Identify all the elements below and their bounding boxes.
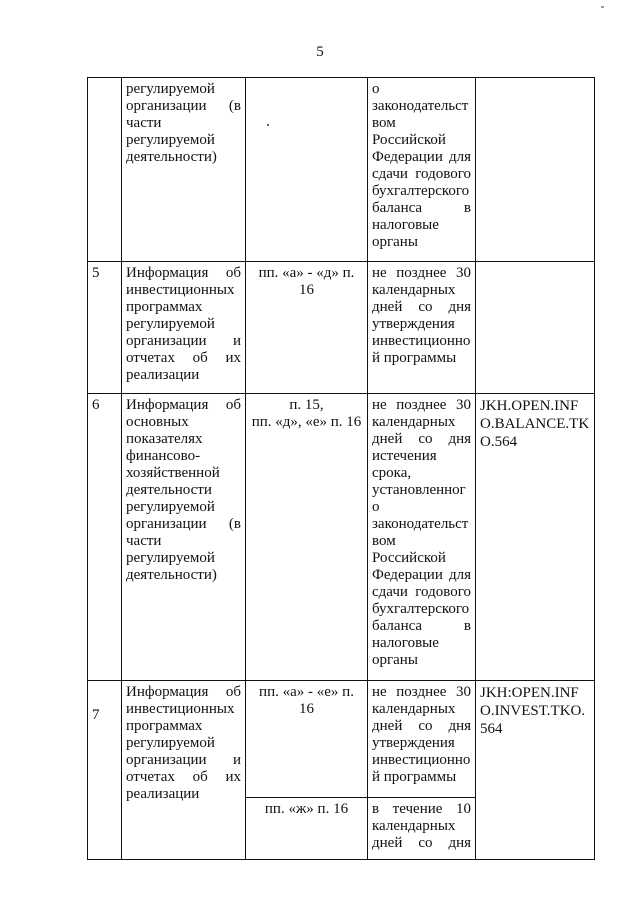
text-line: инвестиционно [372, 752, 471, 768]
text-line: органы [372, 652, 418, 668]
row-number-cell [88, 78, 122, 262]
text-line: календарных [372, 414, 456, 430]
text-line: пп. «д», «е» п. 16 [251, 414, 362, 430]
text-line: основных [126, 414, 189, 430]
text-line: й программы [372, 350, 457, 366]
text-line: бухгалтерского [372, 601, 470, 617]
text-line: Информация об [126, 265, 241, 281]
text-line: о [372, 499, 380, 515]
text-line: инвестиционных [126, 701, 235, 717]
text-line: истечения [372, 448, 437, 464]
text-line: в течение 10 [372, 801, 471, 817]
text-line: законодательст [372, 98, 469, 114]
text-line: о [372, 81, 380, 97]
text-line: части [126, 115, 162, 131]
code-cell: JKH:OPEN.INFO.INVEST.TKO.564 [476, 681, 595, 860]
text-line: Информация об [126, 684, 241, 700]
reference-cell [246, 394, 368, 681]
text-line: установленног [372, 482, 466, 498]
text-line: утверждения [372, 735, 455, 751]
table-row [88, 681, 595, 798]
info-name-cell [122, 681, 246, 860]
text-line: баланса в [372, 200, 471, 216]
scan-speck [601, 6, 604, 8]
deadline-cell [368, 78, 476, 262]
disclosure-table [87, 77, 595, 860]
text-line: сдачи годового [372, 166, 471, 182]
page-number: 5 [316, 44, 324, 60]
reference-cell [246, 798, 368, 860]
text-line: регулируемой [126, 132, 215, 148]
text-line: отчетах об их [126, 769, 241, 785]
row-number-cell: 5 [88, 262, 122, 394]
text-line: регулируемой [126, 499, 215, 515]
text-line: Российской [372, 550, 446, 566]
text-line: не позднее 30 [372, 684, 471, 700]
text-line: организации и [126, 752, 241, 768]
code-cell [476, 262, 595, 394]
text-line: программах [126, 299, 203, 315]
info-name-cell [122, 394, 246, 681]
text-line: отчетах об их [126, 350, 241, 366]
text-line: утверждения [372, 316, 455, 332]
text-line: Информация об [126, 397, 241, 413]
text-line: дней со дня [372, 718, 471, 734]
table-row [88, 394, 595, 681]
text-line: деятельности) [126, 567, 217, 583]
text-line: Федерации для [372, 149, 471, 165]
text-line: дней со дня [372, 431, 471, 447]
text-line: деятельности) [126, 149, 217, 165]
text-line: деятельности [126, 482, 212, 498]
text-line: вом [372, 533, 396, 549]
text-line: не позднее 30 [372, 265, 471, 281]
text-line: организации и [126, 333, 241, 349]
deadline-cell [368, 798, 476, 860]
text-line: реализации [126, 367, 200, 383]
info-name-cell [122, 262, 246, 394]
deadline-cell [368, 681, 476, 798]
text-line: й программы [372, 769, 457, 785]
code-cell [476, 78, 595, 262]
text-line: п. 15, [289, 397, 324, 413]
reference-cell [246, 262, 368, 394]
text-line: регулируемой [126, 316, 215, 332]
text-line: пп. «а» - «е» п. 16 [259, 684, 354, 717]
reference-cell [246, 681, 368, 798]
text-line: регулируемой [126, 735, 215, 751]
text-line: инвестиционно [372, 333, 471, 349]
row-number-cell: 7 [88, 681, 122, 860]
text-line: Федерации для [372, 567, 471, 583]
text-line: налоговые [372, 635, 439, 651]
deadline-cell [368, 262, 476, 394]
text-line: пп. «а» - «д» п. 16 [258, 265, 355, 298]
text-line: организации (в [126, 516, 241, 532]
text-line: Российской [372, 132, 446, 148]
text-line: программах [126, 718, 203, 734]
deadline-cell [368, 394, 476, 681]
text-line: регулируемой [126, 550, 215, 566]
text-line: бухгалтерского [372, 183, 470, 199]
text-line: финансово- [126, 448, 201, 464]
text-line: показателях [126, 431, 203, 447]
text-line: срока, [372, 465, 412, 481]
code-cell: JKH.OPEN.INFO.BALANCE.TKO.564 [476, 394, 595, 681]
text-line: не позднее 30 [372, 397, 471, 413]
text-line: вом [372, 115, 396, 131]
text-line: инвестиционных [126, 282, 235, 298]
table-row [88, 262, 595, 394]
text-line: части [126, 533, 162, 549]
text-line: законодательст [372, 516, 469, 532]
text-line: организации (в [126, 98, 241, 114]
text-line: календарных [372, 282, 456, 298]
text-line: баланса в [372, 618, 471, 634]
text-line: пп. «ж» п. 16 [264, 801, 349, 817]
text-line: календарных [372, 701, 456, 717]
row-number-cell: 6 [88, 394, 122, 681]
table-row [88, 78, 595, 262]
text-line: сдачи годового [372, 584, 471, 600]
text-line: органы [372, 234, 418, 250]
text-line: хозяйственной [126, 465, 220, 481]
text-line: дней со дня [372, 835, 471, 851]
info-name-cell [122, 78, 246, 262]
reference-cell [246, 78, 368, 262]
text-line: налоговые [372, 217, 439, 233]
text-line: календарных [372, 818, 456, 834]
text-line: регулируемой [126, 81, 215, 97]
text-line: реализации [126, 786, 200, 802]
text-line: дней со дня [372, 299, 471, 315]
